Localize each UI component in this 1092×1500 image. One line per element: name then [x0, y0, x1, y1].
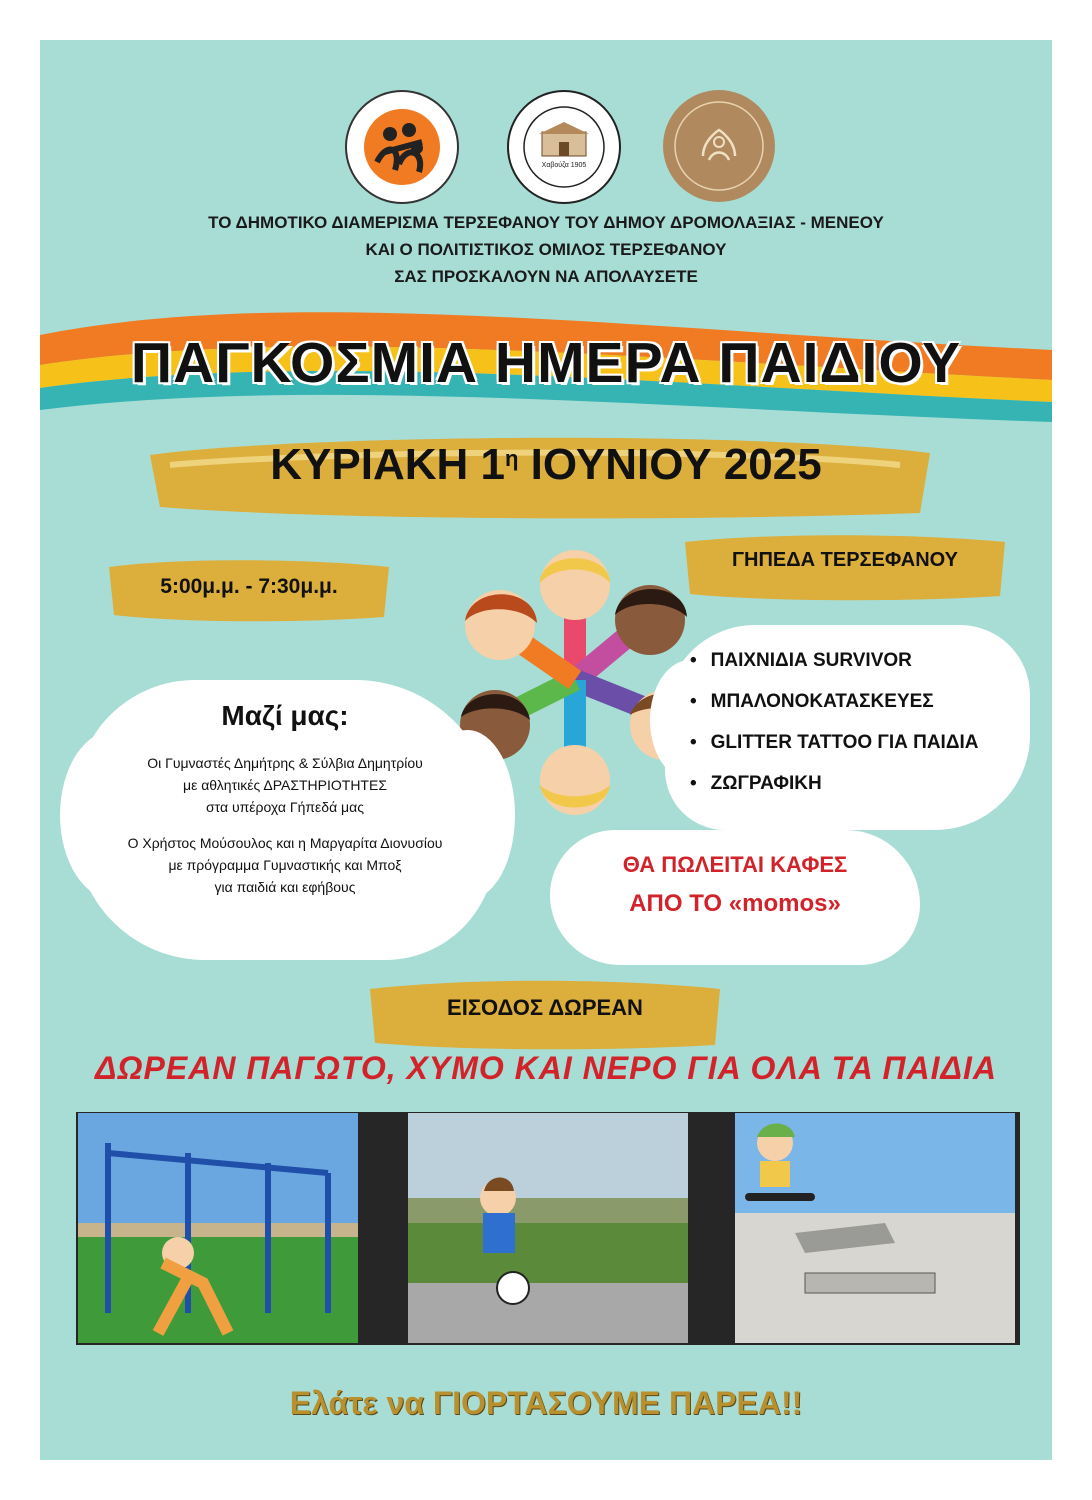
activity-item: • GLITTER TATTOO ΓΙΑ ΠΑΙΔΙΑ: [690, 722, 979, 763]
coffee-line-1: ΘΑ ΠΩΛΕΙΤΑΙ ΚΑΦΕΣ: [622, 852, 848, 877]
cultural-group-logo: [663, 90, 775, 202]
with-us-heading: Μαζί μας:: [221, 700, 349, 731]
with-us-paragraph-1: [75, 752, 495, 818]
event-title: ΠΑΓΚΟΣΜΙΑ ΗΜΕΡΑ ΠΑΙΔΙΟΥ: [130, 331, 962, 395]
free-entry: ΕΙΣΟΔΟΣ ΔΩΡΕΑΝ: [447, 995, 643, 1020]
free-treats: ΔΩΡΕΑΝ ΠΑΓΩΤΟ, ΧΥΜΟ ΚΑΙ ΝΕΡΟ ΓΙΑ ΟΛΑ ΤΑ ΠΑΙΔΙΑ: [95, 1050, 997, 1086]
activities-list: [690, 640, 979, 804]
with-us-line: Οι Γυμναστές Δημήτρης & Σύλβια Δημητρίου: [147, 755, 423, 771]
with-us-line: Ο Χρήστος Μούσουλος και η Μαργαρίτα Διονυσίου: [127, 835, 443, 851]
event-venue: ΓΗΠΕΔΑ ΤΕΡΣΕΦΑΝΟΥ: [732, 549, 958, 571]
activity-item: • ΠΑΙΧΝΙΔΙΑ SURVIVOR: [690, 640, 979, 681]
activity-item: • ΜΠΑΛΟΝΟΚΑΤΑΣΚΕΥΕΣ: [690, 681, 979, 722]
with-us-line: στα υπέροχα Γήπεδά μας: [206, 799, 364, 815]
date-month-year: ΙΟΥΝΙΟΥ 2025: [518, 440, 822, 489]
district-logo: [507, 90, 621, 204]
skatepark-photo: [735, 1113, 1015, 1343]
intro-line-2: ΚΑΙ Ο ΠΟΛΙΤΙΣΤΙΚΟΣ ΟΜΙΛΟΣ ΤΕΡΣΕΦΑΝΟΥ: [365, 240, 727, 259]
event-time: 5:00μ.μ. - 7:30μ.μ.: [160, 575, 338, 598]
with-us-paragraph-2: [75, 832, 495, 898]
gym-park-photo: [78, 1113, 358, 1343]
date-ordinal: η: [505, 446, 519, 471]
event-date: [40, 440, 1052, 490]
with-us-line: με αθλητικές ΔΡΑΣΤΗΡΙΟΤΗΤΕΣ: [183, 777, 387, 793]
closing-message: Ελάτε να ΓΙΟΡΤΑΣΟΥΜΕ ΠΑΡΕΑ!!: [289, 1385, 803, 1421]
poster: [40, 40, 1052, 1460]
activity-item: • ΖΩΓΡΑΦΙΚΗ: [690, 763, 979, 804]
intro-line-1: ΤΟ ΔΗΜΟΤΙΚΟ ΔΙΑΜΕΡΙΣΜΑ ΤΕΡΣΕΦΑΝΟΥ ΤΟΥ ΔΗΜΟΥ ΔΡΟΜΟΛΑΞΙΑΣ - ΜΕΝΕΟΥ: [208, 213, 884, 232]
coffee-line-2: ΑΠΟ ΤΟ «momos»: [629, 890, 841, 917]
football-field-photo: [408, 1113, 688, 1343]
with-us-line: για παιδιά και εφήβους: [214, 879, 356, 895]
district-logo-caption: Χαβούζα 1905: [541, 162, 587, 169]
intro-line-3: ΣΑΣ ΠΡΟΣΚΑΛΟΥΝ ΝΑ ΑΠΟΛΑΥΣΕΤΕ: [394, 267, 698, 286]
with-us-line: με πρόγραμμα Γυμναστικής και Μποξ: [168, 857, 402, 873]
date-day: ΚΥΡΙΑΚΗ 1: [270, 440, 505, 489]
municipality-logo: [345, 90, 459, 204]
